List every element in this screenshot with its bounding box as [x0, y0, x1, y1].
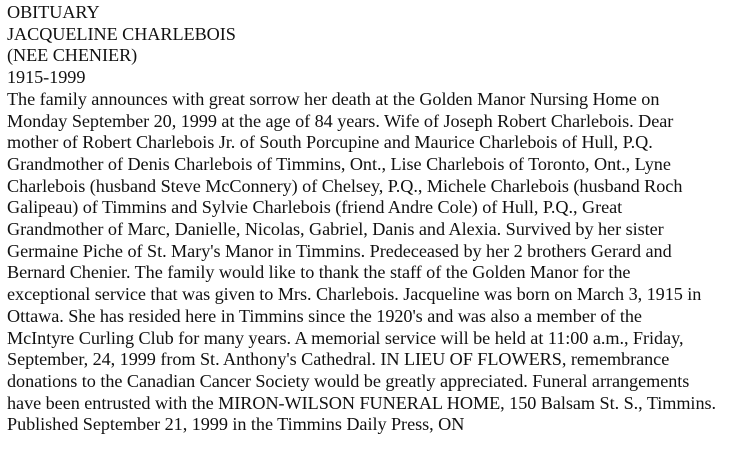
- body-line: have been entrusted with the MIRON-WILSON FUNERAL HOME, 150 Balsam St. S., Timmins.: [7, 392, 717, 413]
- body-line: McIntyre Curling Club for many years. A memorial service will be held at 11:00 a.m., Friday,: [7, 327, 684, 348]
- body-line: mother of Robert Charlebois Jr. of South Porcupine and Maurice Charlebois of Hull, P.Q.: [7, 132, 653, 153]
- body-line: Germaine Piche of St. Mary's Manor in Timmins. Predeceased by her 2 brothers Gerard and: [7, 240, 672, 261]
- body-line: Galipeau) of Timmins and Sylvie Charlebois (friend Andre Cole) of Hull, P.Q., Great: [7, 197, 623, 218]
- deceased-name: JACQUELINE CHARLEBOIS: [7, 23, 236, 44]
- body-line: Published September 21, 1999 in the Timmins Daily Press, ON: [7, 414, 465, 435]
- body-line: Grandmother of Denis Charlebois of Timmins, Ont., Lise Charlebois of Toronto, Ont., Lyne: [7, 153, 671, 174]
- body-line: Grandmother of Marc, Danielle, Nicolas, Gabriel, Danis and Alexia. Survived by her sister: [7, 219, 664, 240]
- body-line: Charlebois (husband Steve McConnery) of Chelsey, P.Q., Michele Charlebois (husband Roch: [7, 175, 683, 196]
- body-line: September, 24, 1999 from St. Anthony's Cathedral. IN LIEU OF FLOWERS, remembrance: [7, 349, 670, 370]
- body-line: Monday September 20, 1999 at the age of 84 years. Wife of Joseph Robert Charlebois. Dear: [7, 110, 674, 131]
- body-line: Ottawa. She has resided here in Timmins since the 1920's and was also a member of the: [7, 305, 642, 326]
- body-line: donations to the Canadian Cancer Society would be greatly appreciated. Funeral arrangements: [7, 370, 690, 391]
- obituary-body: [7, 89, 750, 436]
- life-years: 1915-1999: [7, 67, 86, 88]
- body-line: Bernard Chenier. The family would like to thank the staff of the Golden Manor for the: [7, 262, 631, 283]
- maiden-name: (NEE CHENIER): [7, 45, 138, 66]
- body-line: The family announces with great sorrow her death at the Golden Manor Nursing Home on: [7, 88, 660, 109]
- obituary-document: [7, 2, 750, 436]
- section-heading: OBITUARY: [7, 2, 100, 22]
- body-line: exceptional service that was given to Mrs. Charlebois. Jacqueline was born on March 3, 1915 in: [7, 284, 702, 305]
